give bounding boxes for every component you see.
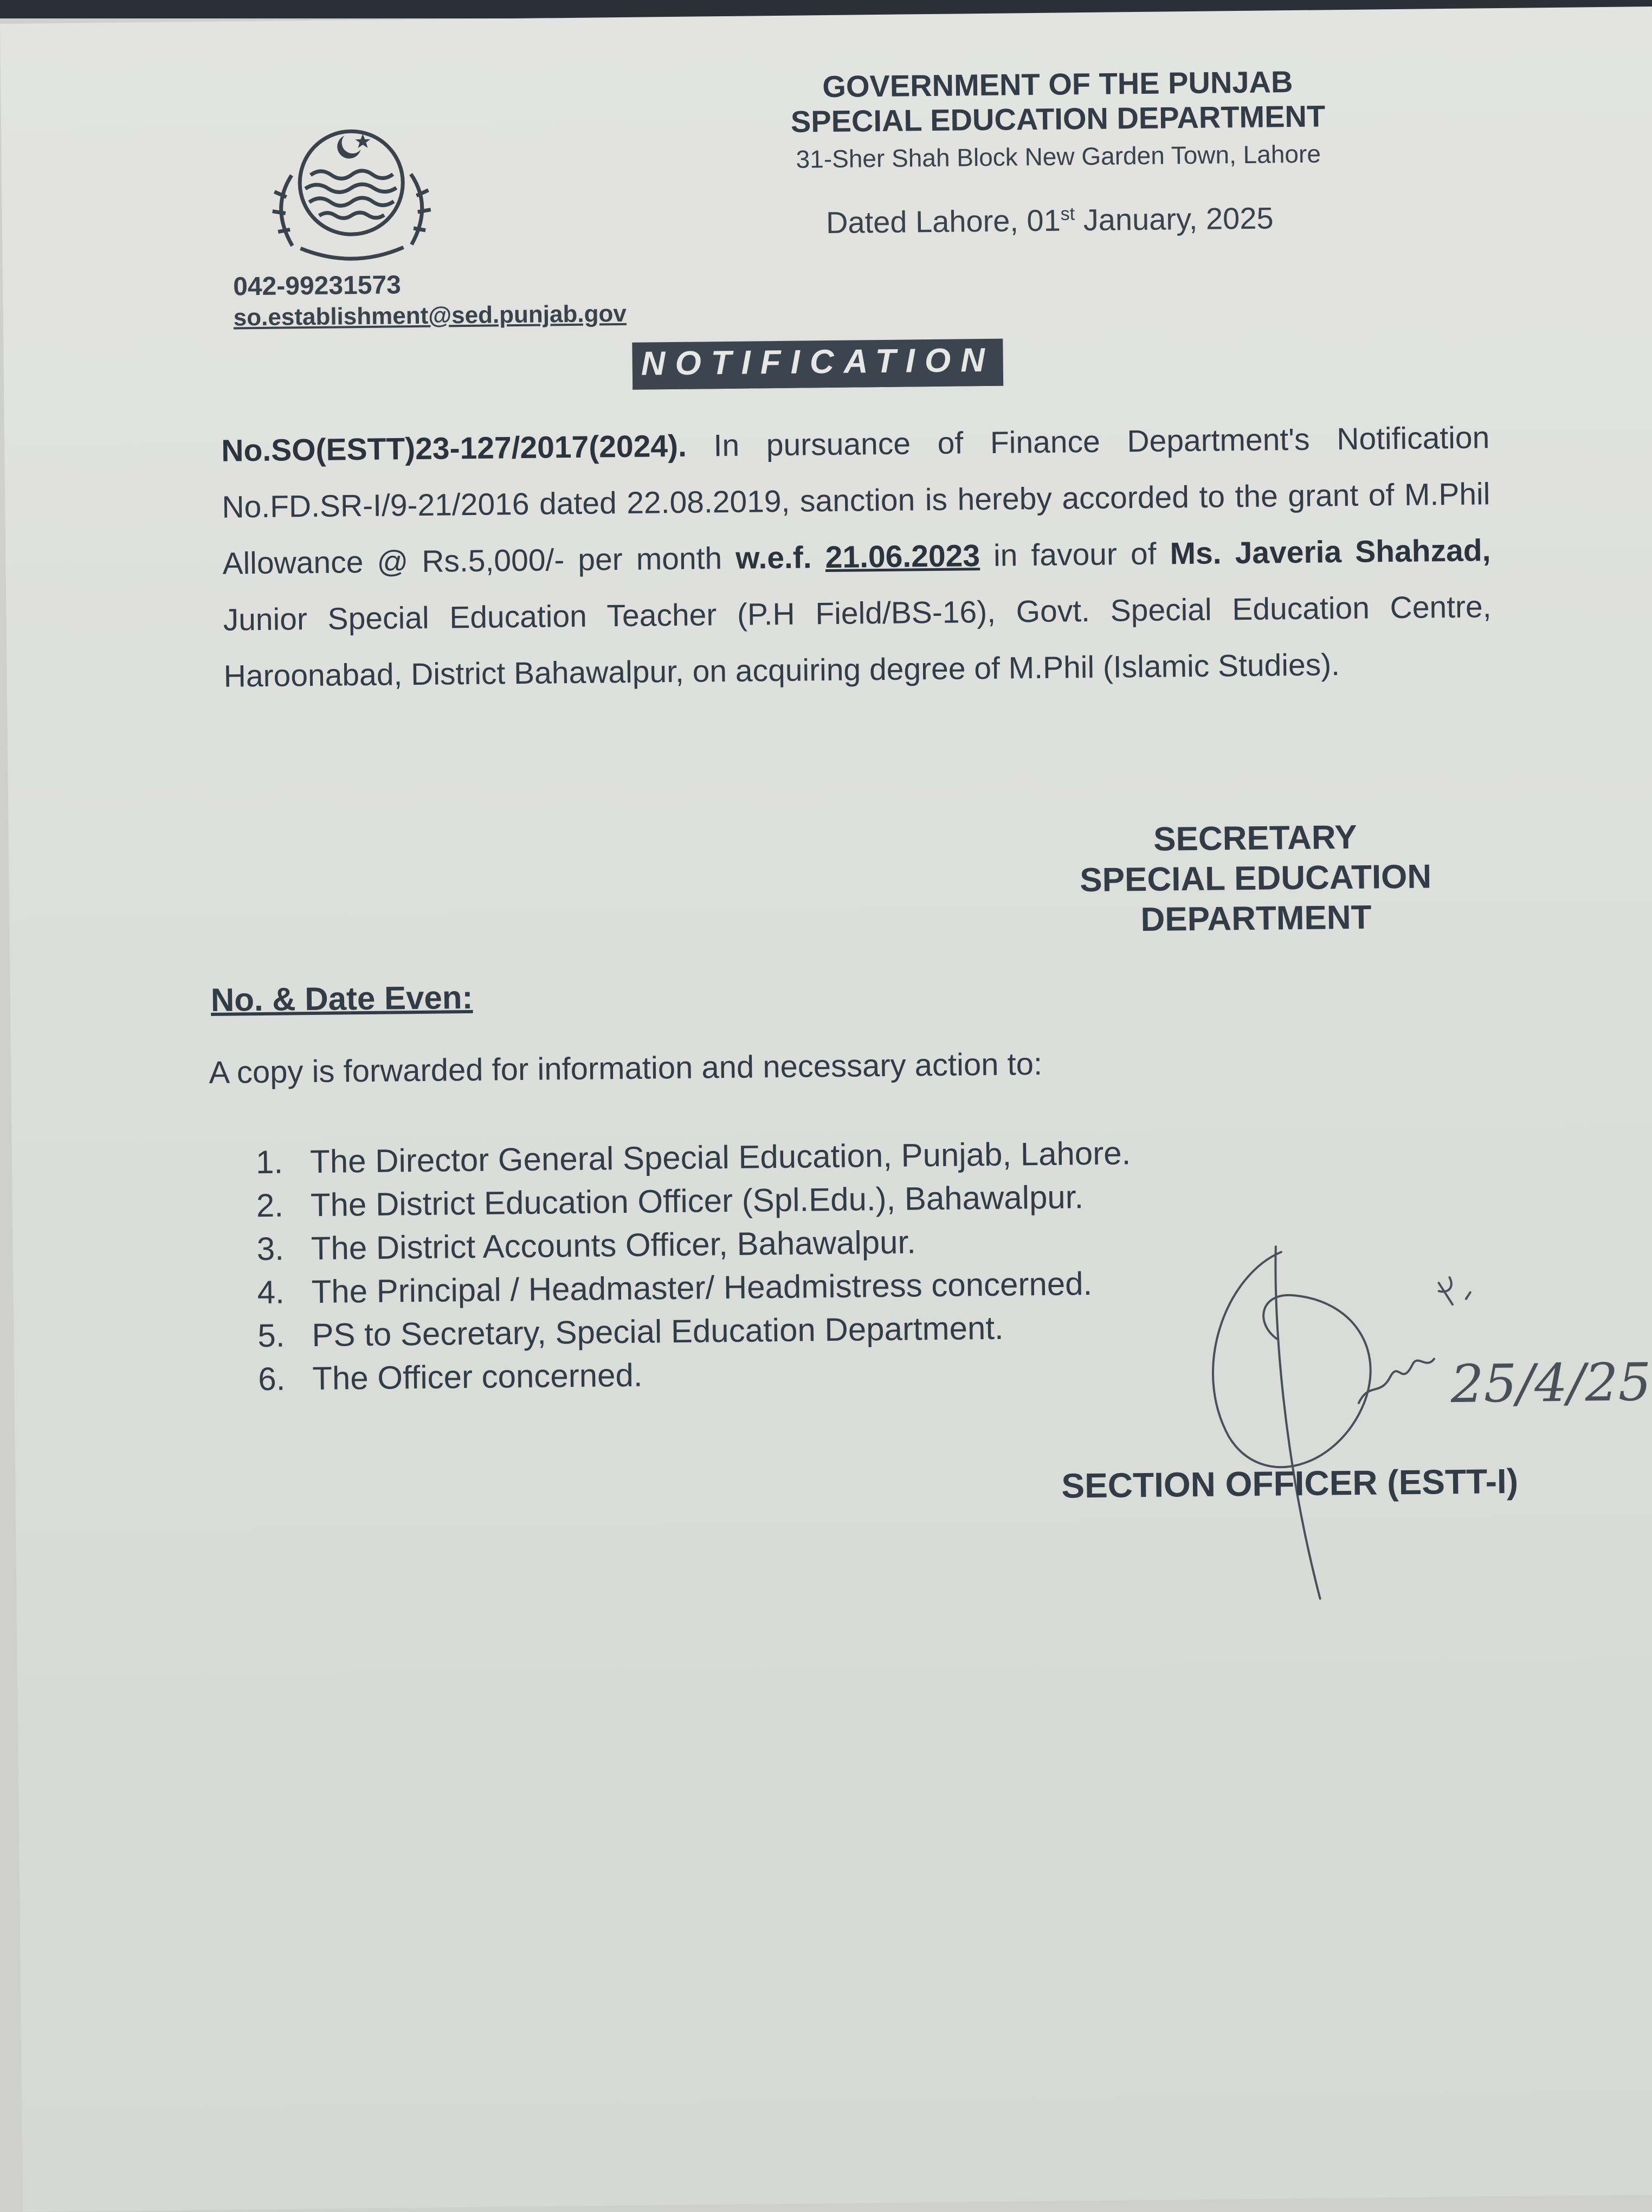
notification-number: No.SO(ESTT)23-127/2017(2024). [221, 428, 687, 468]
section-officer-title: SECTION OFFICER (ESTT-I) [1061, 1461, 1519, 1506]
date-ordinal: st [1060, 203, 1075, 224]
body-text-3: Junior Special Education Teacher (P.H Field/BS-16), Govt. Special Education Centre, Haroonabad, District Bahawalpur, on acquiring degree of M.Phil (Islamic Studies). [223, 589, 1492, 694]
secretary-line-1: SECRETARY [1153, 818, 1358, 858]
date-prefix: Dated Lahore, 01 [825, 203, 1061, 240]
copy-forwarded-intro: A copy is forwarded for information and necessary action to: [209, 1046, 1043, 1091]
list-text: PS to Secretary, Special Education Department. [312, 1309, 1004, 1354]
government-heading [705, 63, 1410, 140]
contact-phone: 042-99231573 [233, 271, 402, 301]
no-date-even-heading: No. & Date Even: [210, 979, 473, 1018]
list-text: The Principal / Headmaster/ Headmistress concerned. [311, 1265, 1093, 1310]
list-number: 4. [257, 1274, 285, 1311]
department-address: 31-Sher Shah Block New Garden Town, Lahore [796, 139, 1321, 173]
body-text-1: In pursuance of Finance Department's Notification No.FD.SR-I/9-21/2016 dated 22.08.2019, sanction is hereby accorded to the grant of M.Phil Allowance @ Rs.5,000/- per month [222, 420, 1490, 581]
effective-date: 21.06.2023 [825, 538, 980, 575]
document-page [0, 7, 1652, 2212]
secretary-block [1038, 816, 1473, 941]
list-text: The District Education Officer (Spl.Edu.), Bahawalpur. [310, 1179, 1084, 1224]
list-number: 3. [256, 1230, 285, 1268]
punjab-emblem-icon [248, 114, 455, 268]
employee-name: Ms. Javeria Shahzad, [1170, 533, 1491, 571]
list-item [256, 1175, 1132, 1227]
distribution-list [256, 1131, 1133, 1401]
body-text-2: in favour of [979, 536, 1170, 574]
handwritten-signature [1195, 1237, 1652, 1622]
signature-date: 25/4/25 [1450, 1352, 1652, 1415]
notification-body [221, 409, 1492, 704]
list-number: 1. [255, 1143, 283, 1181]
government-line: GOVERNMENT OF THE PUNJAB [822, 64, 1293, 104]
list-number: 2. [256, 1187, 284, 1224]
list-number: 6. [257, 1360, 286, 1398]
list-number: 5. [257, 1317, 285, 1354]
date-suffix: January, 2025 [1074, 201, 1274, 237]
notification-title: NOTIFICATION [632, 339, 1003, 390]
list-item [257, 1305, 1133, 1358]
secretary-line-3: DEPARTMENT [1140, 898, 1372, 939]
list-text: The Director General Special Education, Punjab, Lahore. [309, 1135, 1131, 1180]
secretary-line-2: SPECIAL EDUCATION [1079, 858, 1432, 899]
list-text: The District Accounts Officer, Bahawalpur. [311, 1224, 917, 1267]
wef-label: w.e.f. [735, 540, 812, 576]
contact-email: so.establishment@sed.punjab.gov [233, 300, 627, 331]
date-line [826, 200, 1274, 240]
department-line: SPECIAL EDUCATION DEPARTMENT [790, 99, 1326, 139]
list-text: The Officer concerned. [312, 1356, 643, 1397]
list-item [258, 1348, 1133, 1401]
